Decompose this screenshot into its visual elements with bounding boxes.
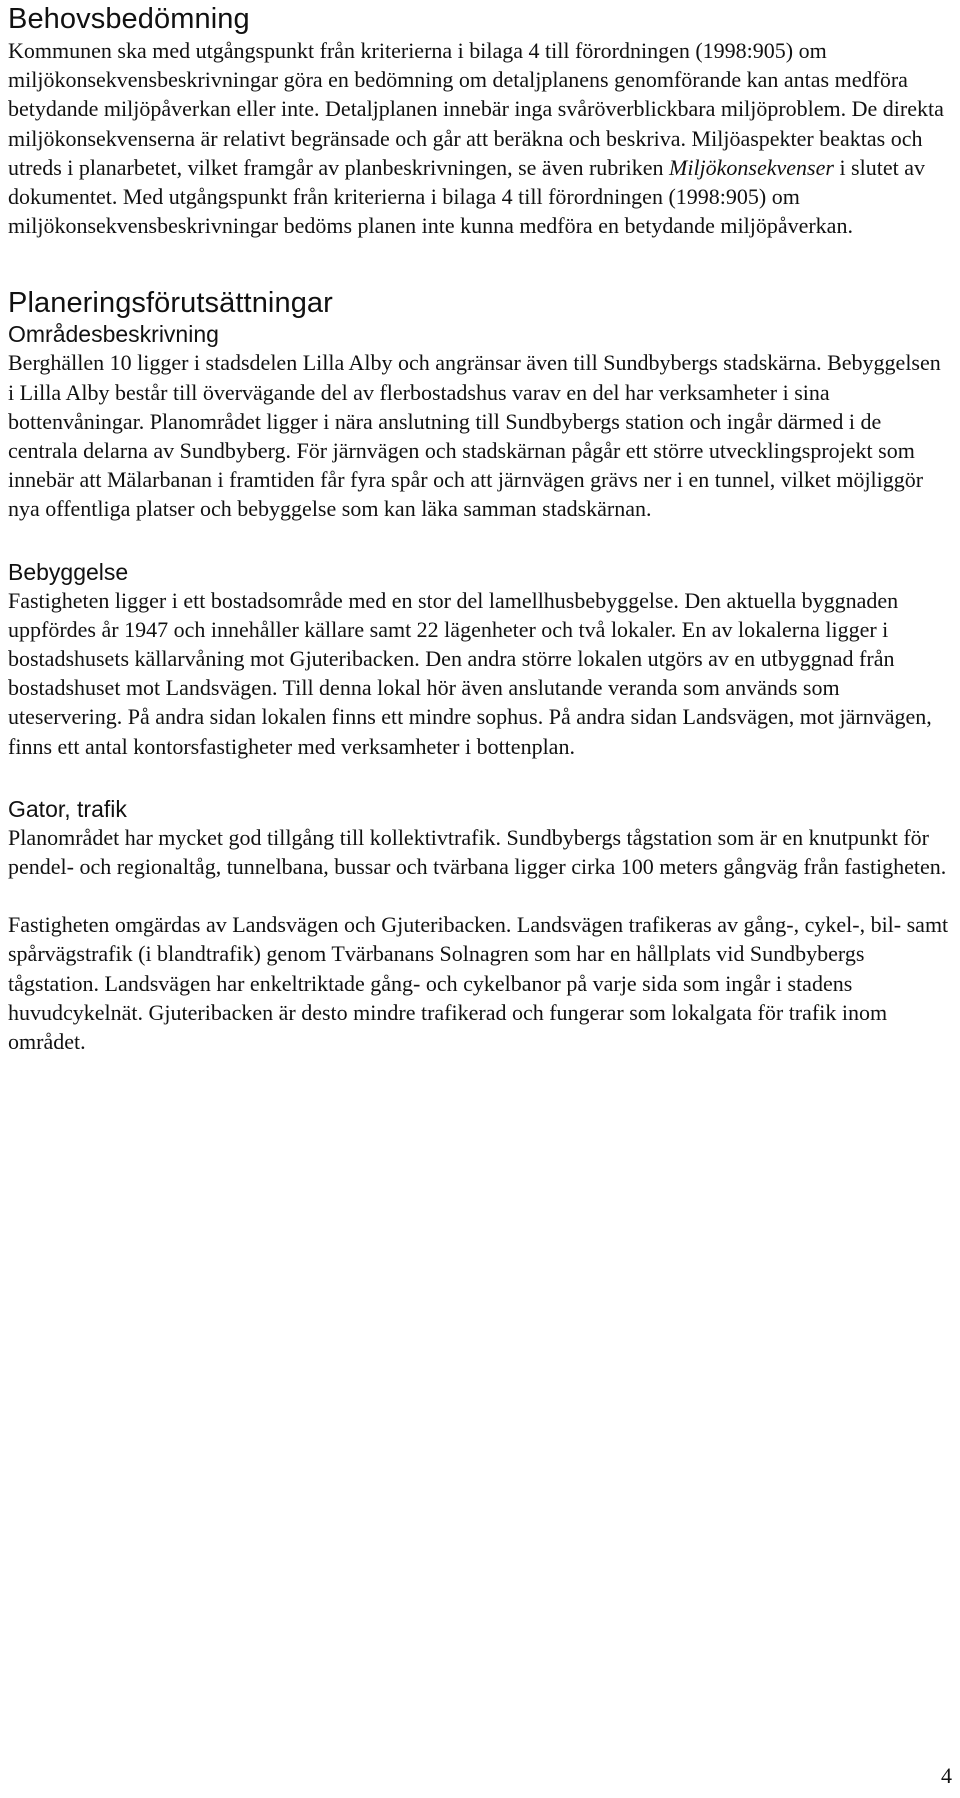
paragraph-behovsbedomning — [8, 36, 952, 240]
heading-planeringsforutsattningar: Planeringsförutsättningar — [8, 287, 333, 320]
paragraph-text: Kommunen ska med utgångspunkt från kriterierna i bilaga 4 till förordningen (1998:905) om miljökonsekvensbeskrivningar göra en bedömning om detaljplanens genomförande kan antas medföra betydande miljöpåverkan eller inte. Detaljplanen innebär inga svåröverblickbara miljöproblem. De direkta miljökonsekvenserna är relativt begränsade och går att beräkna och beskriva. Miljöaspekter beaktas och utreds i planarbetet, vilket framgår av planbeskrivningen, se även rubriken — [8, 38, 944, 180]
page-number: 4 — [941, 1763, 952, 1788]
subheading-omradesbeskrivning: Områdesbeskrivning — [8, 321, 219, 348]
subheading-gator-trafik: Gator, trafik — [8, 795, 127, 822]
page-content — [8, 2, 952, 1056]
subheading-bebyggelse: Bebyggelse — [8, 558, 129, 585]
spacer — [8, 240, 952, 286]
italic-reference: Miljökonsekvenser — [669, 154, 834, 180]
paragraph-text: i slutet av dokumentet. Med utgångspunkt från kriterierna i bilaga 4 till förordningen (1998:905) om miljökonsekvensbeskrivningar bedöms planen inte kunna medföra en betydande miljöpåverkan. — [8, 154, 925, 239]
spacer — [8, 881, 952, 910]
spacer — [8, 761, 952, 795]
paragraph-kollektivtrafik: Planområdet har mycket god tillgång till kollektivtrafik. Sundbybergs tågstation som är en knutpunkt för pendel- och regionaltåg, tunnelbana, bussar och tvärbana ligger cirka 100 meters gångväg från fastigheten. — [8, 824, 947, 880]
spacer — [8, 524, 952, 558]
heading-behovsbedomning: Behovsbedömning — [8, 3, 250, 35]
paragraph-bebyggelse: Fastigheten ligger i ett bostadsområde med en stor del lamellhusbebyggelse. Den aktuella byggnaden uppfördes år 1947 och innehåller källare samt 22 lägenheter och två lokaler. En av lokalerna ligger i bostadshusets källarvåning mot Gjuteribacken. Den andra större lokalen utgörs av en utbyggnad från bostadshuset mot Landsvägen. Till denna lokal hör även anslutande veranda som används som uteservering. På andra sidan lokalen finns ett mindre sophus. På andra sidan Landsvägen, mot järnvägen, finns ett antal kontorsfastigheter med verksamheter i bottenplan. — [8, 587, 932, 759]
paragraph-omradesbeskrivning: Berghällen 10 ligger i stadsdelen Lilla Alby och angränsar även till Sundbybergs stadskärna. Bebyggelsen i Lilla Alby består till övervägande del av flerbostadshus varav en del har verksamheter i sina bottenvåningar. Planområdet ligger i nära anslutning till Sundbybergs station och ingår därmed i de centrala delarna av Sundbyberg. För järnvägen och stadskärnan pågår ett större utvecklingsprojekt som innebär att Mälarbanan i framtiden får fyra spår och att järnvägen grävs ner i en tunnel, vilket möjliggör nya offentliga platser och bebyggelse som kan läka samman stadskärnan. — [8, 350, 941, 522]
paragraph-gator: Fastigheten omgärdas av Landsvägen och Gjuteribacken. Landsvägen trafikeras av gång-, cykel-, bil- samt spårvägstrafik (i blandtrafik) genom Tvärbanans Solnagren som har en hållplats vid Sundbybergs tågstation. Landsvägen har enkeltriktade gång- och cykelbanor på varje sida som ingår i stadens huvudcykelnät. Gjuteribacken är desto mindre trafikerad och fungerar som lokalgata för trafik inom området. — [8, 912, 949, 1055]
